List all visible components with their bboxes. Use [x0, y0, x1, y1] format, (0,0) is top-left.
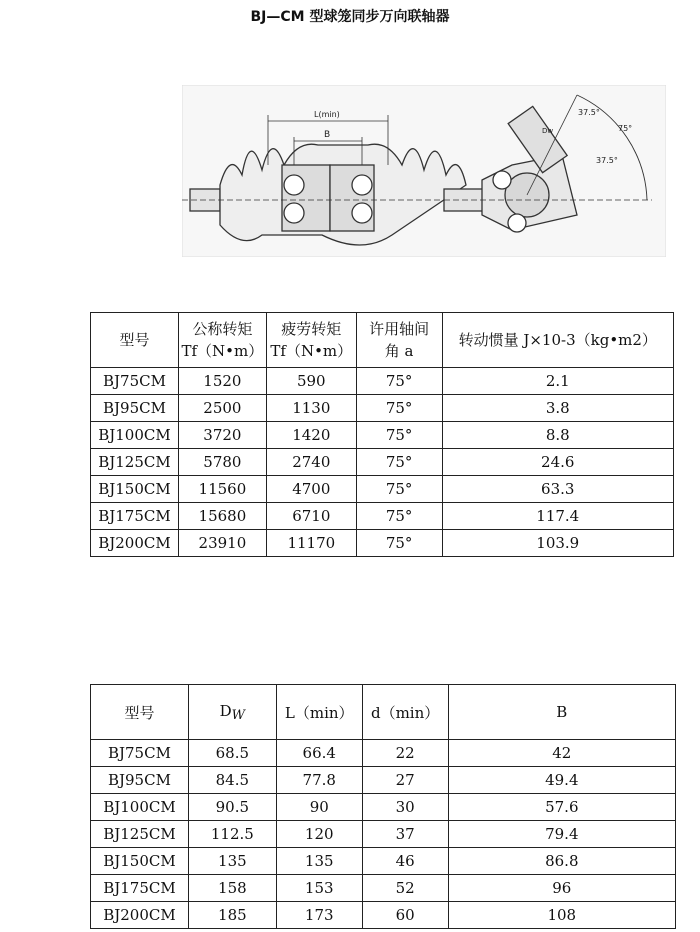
table-row: [91, 848, 676, 875]
table-cell: BJ75CM: [91, 368, 179, 395]
table-row: [91, 422, 674, 449]
table-cell: 185: [188, 902, 276, 929]
table-row: [91, 875, 676, 902]
col-model: 型号: [91, 685, 189, 740]
table-cell: 1420: [266, 422, 356, 449]
b-label: B: [324, 130, 331, 140]
table-cell: 90.5: [188, 794, 276, 821]
table-row: [91, 368, 674, 395]
table-cell: 1130: [266, 395, 356, 422]
table-cell: BJ175CM: [91, 503, 179, 530]
table-row: [91, 902, 676, 929]
table-row: [91, 794, 676, 821]
table-cell: 46: [362, 848, 448, 875]
table-cell: 2740: [266, 449, 356, 476]
table-cell: 96: [448, 875, 675, 902]
table-cell: 42: [448, 740, 675, 767]
dw-label: Dw: [542, 127, 554, 135]
table-cell: 11560: [178, 476, 266, 503]
table-cell: 23910: [178, 530, 266, 557]
table-header-row: [91, 313, 674, 368]
table-header-row: [91, 685, 676, 740]
table-cell: 75°: [356, 530, 442, 557]
table-cell: 4700: [266, 476, 356, 503]
table-cell: 153: [276, 875, 362, 902]
table-cell: 117.4: [442, 503, 673, 530]
table-cell: 5780: [178, 449, 266, 476]
table-cell: 120: [276, 821, 362, 848]
table-cell: BJ125CM: [91, 821, 189, 848]
table-cell: 57.6: [448, 794, 675, 821]
table-row: [91, 395, 674, 422]
table-row: [91, 821, 676, 848]
col-dw: DW: [188, 685, 276, 740]
page-title: BJ—CM 型球笼同步万向联轴器: [250, 9, 450, 25]
table-row: [91, 767, 676, 794]
table-cell: 75°: [356, 476, 442, 503]
table-cell: BJ200CM: [91, 530, 179, 557]
table-cell: 24.6: [442, 449, 673, 476]
table-cell: 3720: [178, 422, 266, 449]
table-cell: BJ95CM: [91, 395, 179, 422]
table-cell: 2500: [178, 395, 266, 422]
table-cell: 2.1: [442, 368, 673, 395]
table-cell: BJ125CM: [91, 449, 179, 476]
col-l: L（min）: [276, 685, 362, 740]
table-cell: 84.5: [188, 767, 276, 794]
table-cell: 60: [362, 902, 448, 929]
table-cell: 173: [276, 902, 362, 929]
table-cell: 52: [362, 875, 448, 902]
angle-a-label: 37.5°: [578, 108, 600, 117]
col-inertia: 转动惯量 J×10-3（kg•m2）: [442, 313, 673, 368]
table-cell: BJ150CM: [91, 848, 189, 875]
torque-table: [90, 312, 674, 557]
table-cell: 90: [276, 794, 362, 821]
table-cell: 135: [188, 848, 276, 875]
angle-total-label: 75°: [618, 124, 633, 133]
table-cell: 30: [362, 794, 448, 821]
table-cell: BJ75CM: [91, 740, 189, 767]
table-row: [91, 530, 674, 557]
table-cell: 75°: [356, 503, 442, 530]
table-cell: 11170: [266, 530, 356, 557]
table-cell: 6710: [266, 503, 356, 530]
table-cell: 75°: [356, 449, 442, 476]
table-cell: 158: [188, 875, 276, 902]
table-cell: 112.5: [188, 821, 276, 848]
col-nominal-torque: 公称转矩 Tf（N•m）: [178, 313, 266, 368]
angle-b-label: 37.5°: [596, 156, 618, 165]
table-cell: 590: [266, 368, 356, 395]
table-cell: 37: [362, 821, 448, 848]
table-cell: 75°: [356, 395, 442, 422]
table-cell: 75°: [356, 422, 442, 449]
table-row: [91, 476, 674, 503]
table-cell: BJ100CM: [91, 794, 189, 821]
table-cell: 8.8: [442, 422, 673, 449]
table-cell: 86.8: [448, 848, 675, 875]
table-cell: 108: [448, 902, 675, 929]
table-cell: 75°: [356, 368, 442, 395]
table-row: [91, 740, 676, 767]
col-b: B: [448, 685, 675, 740]
table-cell: 3.8: [442, 395, 673, 422]
coupling-drawing: [182, 85, 666, 257]
table-cell: 1520: [178, 368, 266, 395]
table-cell: 77.8: [276, 767, 362, 794]
dimension-table: [90, 684, 676, 929]
col-angle: 许用轴间 角 a: [356, 313, 442, 368]
table-cell: 66.4: [276, 740, 362, 767]
table-cell: 135: [276, 848, 362, 875]
lmin-label: L(min): [314, 110, 340, 119]
table-cell: 22: [362, 740, 448, 767]
col-model: 型号: [91, 313, 179, 368]
table-cell: 63.3: [442, 476, 673, 503]
table-cell: BJ150CM: [91, 476, 179, 503]
table-cell: 27: [362, 767, 448, 794]
table-cell: BJ95CM: [91, 767, 189, 794]
table-row: [91, 503, 674, 530]
table-cell: BJ200CM: [91, 902, 189, 929]
col-d: d（min）: [362, 685, 448, 740]
table-cell: 68.5: [188, 740, 276, 767]
table-cell: 103.9: [442, 530, 673, 557]
table-cell: 79.4: [448, 821, 675, 848]
table-cell: 15680: [178, 503, 266, 530]
table-cell: BJ175CM: [91, 875, 189, 902]
table-cell: BJ100CM: [91, 422, 179, 449]
table-cell: 49.4: [448, 767, 675, 794]
table-row: [91, 449, 674, 476]
col-fatigue-torque: 疲劳转矩 Tf（N•m）: [266, 313, 356, 368]
